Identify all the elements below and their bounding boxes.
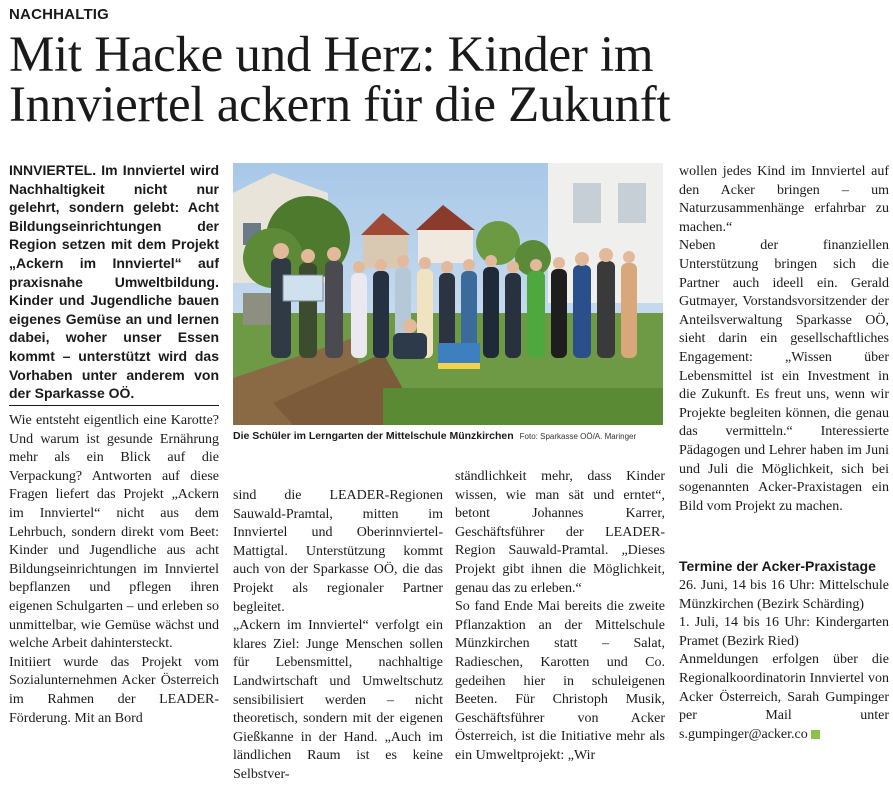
photo-credit: Foto: Sparkasse OÖ/A. Maringer [519, 432, 637, 441]
body-paragraph: Initiiert wurde das Projekt vom Sozialunternehmen Acker Österreich im Rahmen der LEADER-Förderung. Mit an Bord [9, 654, 219, 726]
article-column-3 [455, 468, 665, 766]
info-box [679, 557, 889, 744]
body-paragraph: So fand Ende Mai bereits die zweite Pflanzaktion an der Mittelschule Münzkirchen statt – Salat, Radieschen, Karotten und Co. gedeihen hier in schuleigenen Beeten. Für Christoph Musik, Geschäftsführer von Acker Österreich, ist die Initiative mehr als ein Umweltprojekt: „Wir [455, 599, 665, 763]
info-item: 1. Juli, 14 bis 16 Uhr: Kindergarten Pramet (Bezirk Ried) [679, 615, 889, 649]
headline [9, 27, 889, 133]
lead-text: Im Innviertel wird Nachhaltigkeit nicht nur gelehrt, sondern gelebt: Acht Bildungseinrichtungen der Region setzen mit dem Projekt „Ackern im Innviertel“ auf praxisnahe Umweltbildung. Kinder und Jugendliche bauen eigenes Gemüse an und lernen dabei, woher unser Essen kommt – unterstützt wird das Vorhaben unter anderem von der Sparkasse OÖ. [9, 162, 219, 402]
registration-text: Anmeldungen erfolgen über die Regionalkoordinatorin Innviertel von Acker Österreich, Sarah Gumpinger per Mail unter s.gumpinger@acker.co [679, 652, 889, 742]
body-paragraph: Neben der finanziellen Unterstützung bringen sich die Partner auch ideell ein. Gerald Gutmayer, Vorstandsvorsitzender der Anteilsverwaltung Sparkasse OÖ, sieht darin ein gesellschaftliches Engagement: „Wissen über Lebensmittel ist ein Investment in die Zukunft. Es freut uns, wenn wir Projekte begleiten können, die genau das vermitteln.“ Interessierte Pädagogen und Lehrer haben im Juni und Juli die Möglichkeit, sich bei sogenannten Acker-Praxistagen ein Bild vom Projekt zu machen. [679, 238, 889, 514]
photo [233, 163, 663, 425]
body-paragraph: wollen jedes Kind im Innviertel auf den Acker bringen – um Naturzusammenhänge erfahrbar zu machen.“ [679, 164, 889, 235]
article-column-4 [679, 163, 889, 516]
info-item: 26. Juni, 14 bis 16 Uhr: Mittelschule Münzkirchen (Bezirk Schärding) [679, 578, 889, 612]
dateline: INNVIERTEL. [9, 162, 97, 178]
article-column-1 [9, 412, 219, 728]
section-kicker: NACHHALTIG [9, 6, 110, 23]
info-item [679, 651, 889, 744]
body-paragraph: sind die LEADER-Regionen Sauwald-Pramtal, mitten im Innviertel und Oberinnviertel-Mattigtal. Unterstützung kommt auch von der Sparkasse OÖ, die das Projekt als regionaler Partner begleitet. [233, 488, 443, 615]
end-mark-icon [811, 730, 820, 739]
headline-line-2: Innviertel ackern für die Zukunft [9, 77, 671, 133]
group-photo-illustration [233, 163, 663, 425]
caption-text: Die Schüler im Lerngarten der Mittelschule Münzkirchen [233, 430, 514, 442]
article-column-2 [233, 487, 443, 785]
info-box-title: Termine der Acker-Praxistage [679, 558, 876, 574]
body-paragraph: Wie entsteht eigentlich eine Karotte? Und warum ist gesunde Ernährung mehr als ein Blick auf die Verpackung? Antworten auf diese Fragen liefert das Projekt „Ackern im Innviertel“ nicht aus dem Lehrbuch, sondern direkt vom Beet: Kinder und Jugendliche aus acht Bildungseinrichtungen im Innviertel bepflanzen und pflegen ihren eigenen Schulgarten – und erleben so unmittelbar, wie Gemüse wächst und welche Arbeit dahintersteckt. [9, 413, 219, 652]
headline-line-1: Mit Hacke und Herz: Kinder im [9, 27, 654, 83]
lead-divider [9, 405, 219, 406]
lead-paragraph [9, 161, 219, 403]
body-paragraph: ständlichkeit mehr, dass Kinder wissen, wie man sät und erntet“, betont Johannes Karrer, Geschäftsführer der LEADER-Region Sauwald-Pramtal. „Dieses Projekt gibt ihnen die Möglichkeit, genau das zu erleben.“ [455, 469, 665, 596]
body-paragraph: „Ackern im Innviertel“ verfolgt ein klares Ziel: Junge Menschen sollen für Lebensmittel, nachhaltige Landwirtschaft und Umweltschutz sensibilisiert werden – nicht theoretisch, sondern mit der eigenen Gießkanne in der Hand. „Auch im ländlichen Raum ist es keine Selbstver- [233, 618, 443, 782]
photo-caption [233, 428, 663, 444]
